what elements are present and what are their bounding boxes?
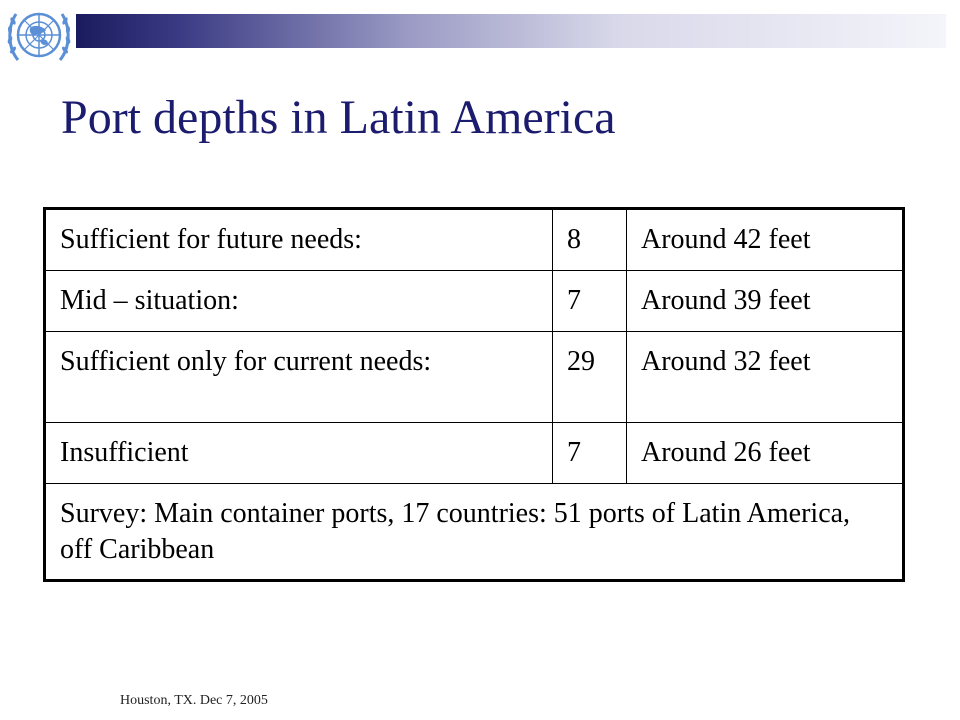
depth-cell: Around 32 feet xyxy=(627,332,904,423)
category-cell: Sufficient for future needs: xyxy=(45,209,553,271)
category-cell: Mid – situation: xyxy=(45,271,553,332)
depth-cell: Around 39 feet xyxy=(627,271,904,332)
port-count-cell: 8 xyxy=(553,209,627,271)
un-emblem-icon xyxy=(4,2,74,72)
table-row xyxy=(45,423,904,484)
table-row xyxy=(45,271,904,332)
port-depths-table xyxy=(43,207,905,582)
category-cell: Sufficient only for current needs: xyxy=(45,332,553,423)
slide-footer: Houston, TX. Dec 7, 2005 xyxy=(120,693,268,708)
depth-cell: Around 26 feet xyxy=(627,423,904,484)
port-count-cell: 7 xyxy=(553,271,627,332)
slide-title: Port depths in Latin America xyxy=(61,91,616,144)
table-row xyxy=(45,332,904,423)
header-gradient-bar xyxy=(76,14,946,48)
port-count-cell: 29 xyxy=(553,332,627,423)
depth-cell: Around 42 feet xyxy=(627,209,904,271)
category-cell: Insufficient xyxy=(45,423,553,484)
port-count-cell: 7 xyxy=(553,423,627,484)
survey-note: Survey: Main container ports, 17 countries: 51 ports of Latin America, off Caribbean xyxy=(45,484,904,581)
table-row xyxy=(45,209,904,271)
table-note-row xyxy=(45,484,904,581)
